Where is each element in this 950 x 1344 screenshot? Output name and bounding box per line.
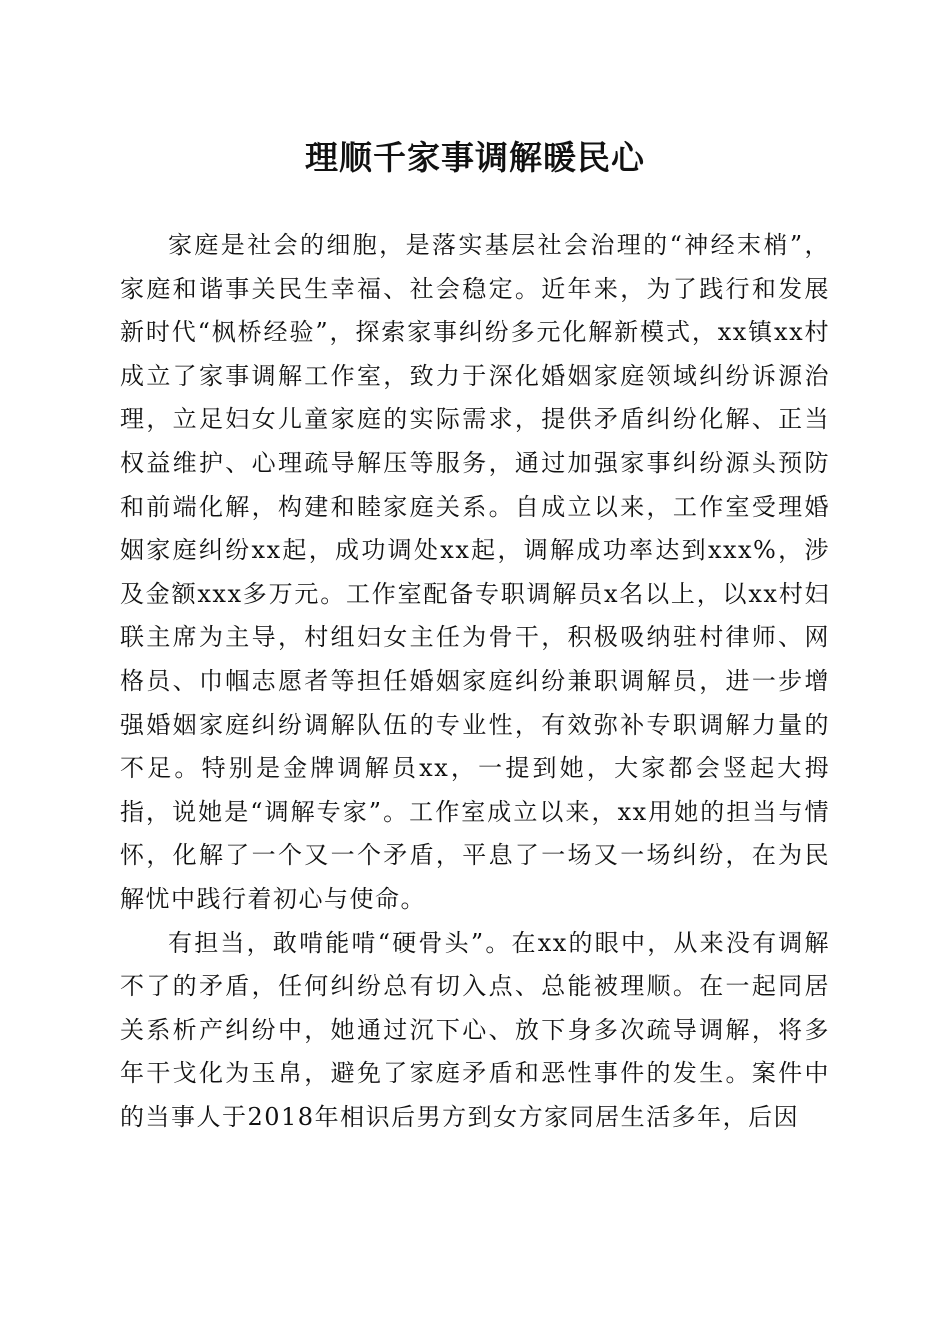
document-body [120, 224, 830, 1139]
paragraph-intro: 家庭是社会的细胞，是落实基层社会治理的“神经末梢”，家庭和谐事关民生幸福、社会稳定。近年来，为了践行和发展新时代“枫桥经验”，探索家事纠纷多元化解新模式，xx镇xx村成立了家事调解工作室，致力于深化婚姻家庭领域纠纷诉源治理，立足妇女儿童家庭的实际需求，提供矛盾纠纷化解、正当权益维护、心理疏导解压等服务，通过加强家事纠纷源头预防和前端化解，构建和睦家庭关系。自成立以来，工作室受理婚姻家庭纠纷xx起，成功调处xx起，调解成功率达到xxx%，涉及金额xxx多万元。工作室配备专职调解员x名以上，以xx村妇联主席为主导，村组妇女主任为骨干，积极吸纳驻村律师、网格员、巾帼志愿者等担任婚姻家庭纠纷兼职调解员，进一步增强婚姻家庭纠纷调解队伍的专业性，有效弥补专职调解力量的不足。特别是金牌调解员xx，一提到她，大家都会竖起大拇指，说她是“调解专家”。工作室成立以来，xx用她的担当与情怀，化解了一个又一个矛盾，平息了一场又一场纠纷，在为民解忧中践行着初心与使命。 [120, 231, 830, 913]
document-title: 理顺千家事调解暖民心 [305, 138, 645, 177]
paragraph-responsibility: 有担当，敢啃能啃“硬骨头”。在xx的眼中，从来没有调解不了的矛盾，任何纠纷总有切入点、总能被理顺。在一起同居关系析产纠纷中，她通过沉下心、放下身多次疏导调解，将多年干戈化为玉帛，避免了家庭矛盾和恶性事件的发生。案件中的当事人于2018年相识后男方到女方家同居生活多年，后因 [120, 928, 830, 1131]
